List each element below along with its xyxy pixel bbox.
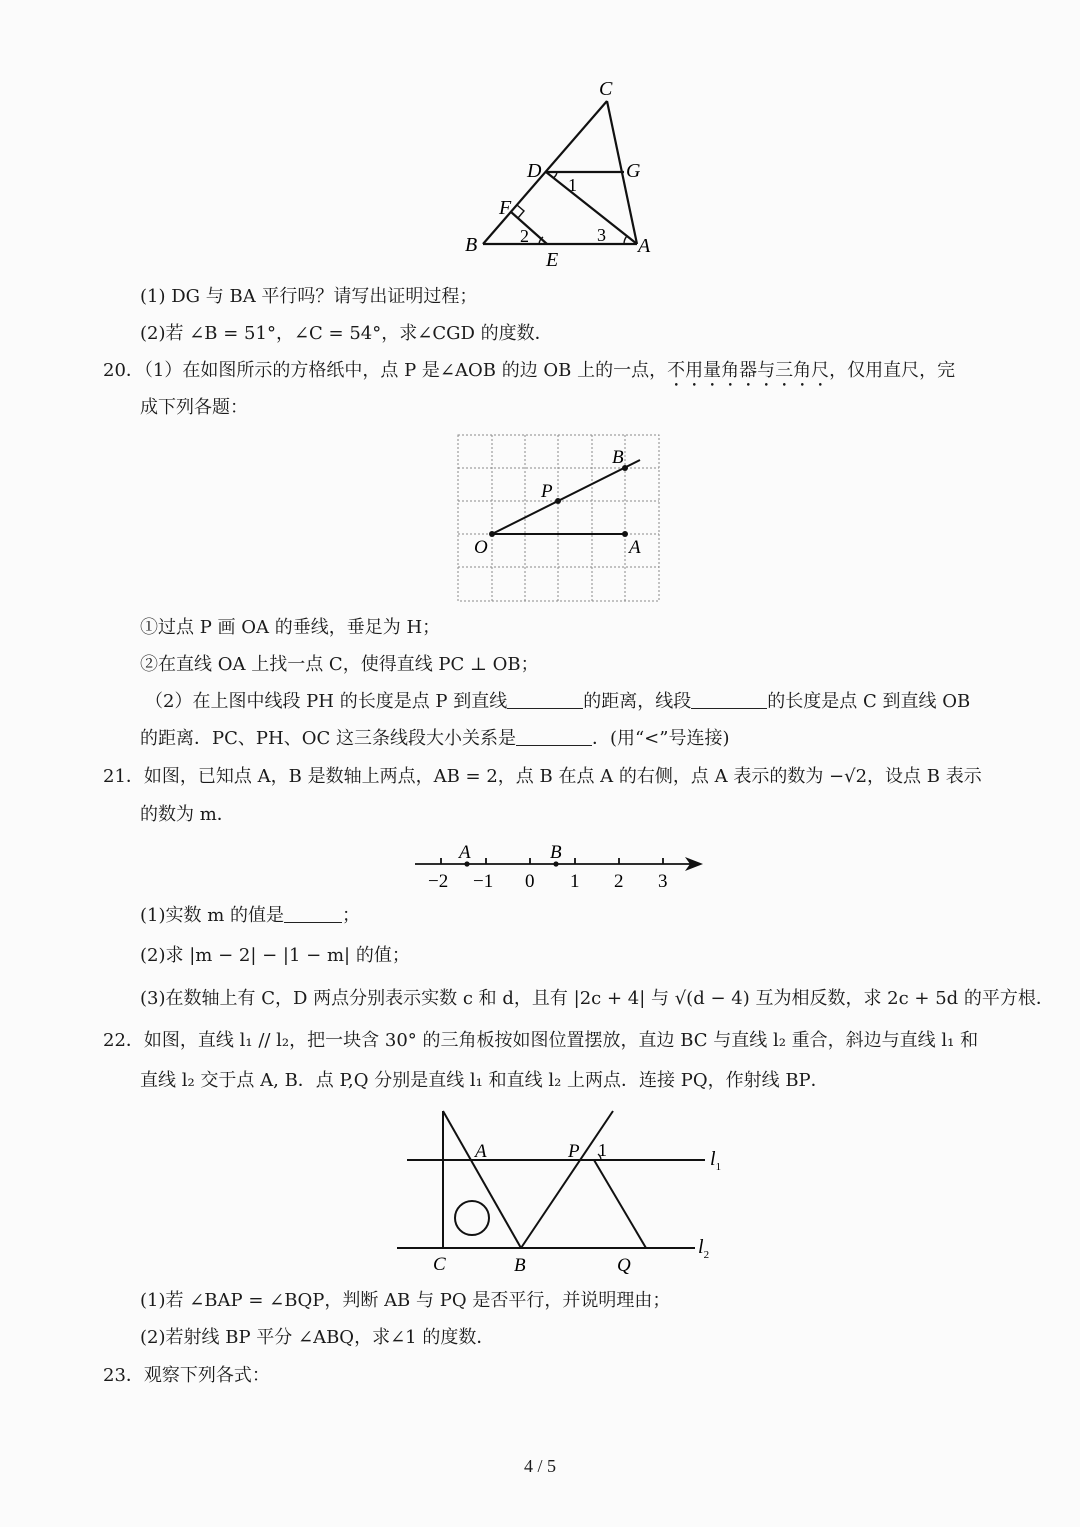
angle-label-1: 1 bbox=[598, 1140, 607, 1160]
label-B: B bbox=[612, 447, 624, 468]
label-P: P bbox=[541, 481, 553, 502]
grid-figure-q20 bbox=[450, 428, 670, 610]
label-E: E bbox=[546, 249, 559, 270]
tick-label: 0 bbox=[525, 871, 535, 892]
parallel-lines-figure-q22 bbox=[395, 1104, 725, 1278]
page-number: 4 / 5 bbox=[523, 1456, 556, 1476]
tick-label: 3 bbox=[658, 871, 668, 892]
label-A: A bbox=[475, 1141, 487, 1162]
q19-part1: (1) DG 与 BA 平行吗？请写出证明过程； bbox=[140, 286, 478, 307]
label-D: D bbox=[527, 160, 542, 182]
label-Q: Q bbox=[617, 1255, 631, 1276]
q20-item2: ②在直线 OA 上找一点 C，使得直线 PC ⊥ OB； bbox=[140, 654, 539, 675]
tick-label: 2 bbox=[614, 871, 624, 892]
q21-part3: (3)在数轴上有 C，D 两点分别表示实数 c 和 d，且有 |2c + 4| 与 √(d − 4) 互为相反数，求 2c + 5d 的平方根． bbox=[140, 988, 1054, 1009]
label-A: A bbox=[629, 537, 641, 558]
label-O: O bbox=[474, 537, 488, 558]
tick-label: 1 bbox=[570, 871, 580, 892]
q20-part2-c: 的长度是点 C 到直线 OB bbox=[767, 691, 971, 712]
angle-label-3: 3 bbox=[597, 225, 606, 245]
q23-line1: 23．观察下列各式： bbox=[103, 1365, 270, 1386]
q20-line1 bbox=[103, 358, 955, 391]
q21-part2: (2)求 |m − 2| − |1 − m| 的值； bbox=[140, 945, 410, 966]
angle-label-1: 1 bbox=[568, 175, 577, 195]
q21-part1 bbox=[140, 903, 360, 929]
label-l2: $l_2$ bbox=[698, 1236, 710, 1261]
label-F: F bbox=[499, 197, 512, 219]
q22-line2: 直线 l₂ 交于点 A, B．点 P,Q 分别是直线 l₁ 和直线 l₂ 上两点．连接 PQ，作射线 BP． bbox=[140, 1070, 829, 1091]
label-P: P bbox=[568, 1141, 580, 1162]
q21-line2: 的数为 m． bbox=[140, 804, 235, 825]
point-label-A: A bbox=[459, 842, 471, 863]
q20-item1: ①过点 P 画 OA 的垂线，垂足为 H； bbox=[140, 617, 441, 638]
q20-part2-d: 的距离．PC、PH、OC 这三条线段大小关系是 bbox=[140, 728, 516, 749]
q20-part2-b: 的距离，线段 bbox=[583, 691, 692, 712]
tick-label: −2 bbox=[428, 871, 449, 892]
label-C: C bbox=[433, 1254, 446, 1275]
q20-line2: 成下列各题： bbox=[140, 397, 248, 418]
q20-part2-a: （2）在上图中线段 PH 的长度是点 P 到直线 bbox=[145, 691, 508, 712]
q21-part1-a: (1)实数 m 的值是 bbox=[140, 905, 285, 926]
q20-part2-e: ．(用“<”号连接) bbox=[591, 728, 730, 749]
q20-part2-line2 bbox=[140, 726, 729, 752]
q20-line1-a: 20．（1）在如图所示的方格纸中，点 P 是∠AOB 的边 OB 上的一点， bbox=[103, 360, 668, 381]
q20-line1-emphasis: 不用量角器与三角尺 bbox=[667, 360, 830, 381]
triangle-figure-q19 bbox=[455, 70, 675, 270]
q21-line1: 21．如图，已知点 A，B 是数轴上两点，AB = 2，点 B 在点 A 的右侧，点 A 表示的数为 −√2，设点 B 表示 bbox=[103, 766, 982, 787]
label-A: A bbox=[638, 235, 651, 257]
q22-part2: (2)若射线 BP 平分 ∠ABQ，求∠1 的度数． bbox=[140, 1327, 495, 1348]
q19-part2: (2)若 ∠B = 51°，∠C = 54°，求∠CGD 的度数． bbox=[140, 323, 553, 344]
answer-blank[interactable] bbox=[691, 690, 767, 709]
number-line-q21 bbox=[410, 838, 710, 894]
answer-blank[interactable] bbox=[284, 904, 342, 923]
point-label-B: B bbox=[550, 842, 562, 863]
label-l1: $l_1$ bbox=[710, 1148, 722, 1173]
label-B: B bbox=[465, 234, 478, 256]
tick-label: −1 bbox=[473, 871, 494, 892]
angle-label-2: 2 bbox=[520, 226, 529, 246]
q20-line1-b: ，仅用直尺，完 bbox=[829, 360, 956, 381]
q20-part2-line1 bbox=[145, 689, 970, 715]
q22-line1: 22．如图，直线 l₁ // l₂，把一块含 30° 的三角板按如图位置摆放，直边 BC 与直线 l₂ 重合，斜边与直线 l₁ 和 bbox=[103, 1030, 979, 1051]
answer-blank[interactable] bbox=[516, 727, 592, 746]
q22-part1: (1)若 ∠BAP = ∠BQP，判断 AB 与 PQ 是否平行，并说明理由； bbox=[140, 1290, 671, 1311]
label-G: G bbox=[626, 160, 641, 182]
label-B: B bbox=[514, 1255, 526, 1276]
label-C: C bbox=[599, 78, 613, 100]
answer-blank[interactable] bbox=[507, 690, 583, 709]
q21-part1-b: ； bbox=[342, 905, 361, 926]
